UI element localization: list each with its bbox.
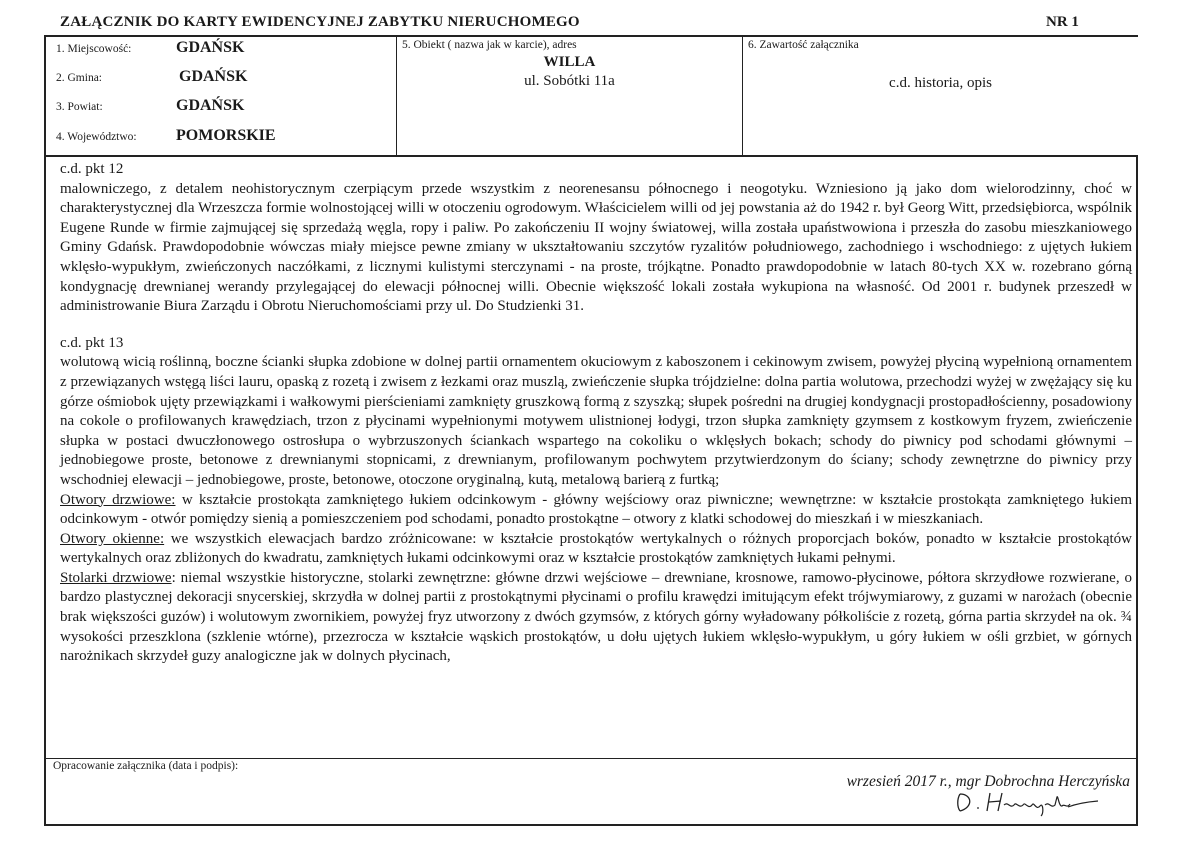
wojewodztwo-value: POMORSKIE: [176, 127, 276, 144]
gmina-label: 2. Gmina:: [56, 72, 102, 84]
stolarki-text: : niemal wszystkie historyczne, stolarki zewnętrzne: główne drzwi wejściowe – drewniane, krosnowe, ramowo-płycinowe, półtora skrzydłowe rozwierane, o bardzo plastycznej dekoracji snycerskiej, skrzydła w dolnej partii z prostokątnymi płycinami o profilu krawędzi imitującym efekt trójwymiarowy, z guzami w narożach (obecnie brak większości guzów) i wolutowym zwornikiem, powyżej fryz utworzony z dwóch gzymsów, z których górny wyładowany półkoliście z rozetą, górna partia skrzydeł na ok. ¾ wysokości przeszklona (szklenie wtórne), przezrocza w kształcie wąskich prostokątów, u dołu ujętych łukiem wklęsło-wypukłym, u góry łukiem w ośli grzbiet, w górnych narożnikach skrzydeł guzy analogiczne jak w dolnych płycinach,: [60, 569, 1133, 665]
object-name: WILLA: [543, 54, 596, 70]
document-title: ZAŁĄCZNIK DO KARTY EWIDENCYJNEJ ZABYTKU NIERUCHOMEGO: [60, 14, 580, 30]
document-number: NR 1: [1046, 14, 1079, 30]
contents-label: 6. Zawartość załącznika: [748, 39, 859, 51]
otwory-drzwiowe-label: Otwory drzwiowe:: [60, 491, 176, 508]
stolarki-paragraph: [60, 569, 1132, 667]
otwory-okienne-label: Otwory okienne:: [60, 530, 165, 547]
powiat-label: 3. Powiat:: [56, 101, 103, 113]
contents-value: c.d. historia, opis: [889, 75, 992, 91]
stolarki-label: Stolarki drzwiowe: [60, 569, 172, 586]
handwritten-signature: [910, 785, 1100, 817]
otwory-okienne-text: we wszystkich elewacjach bardzo zróżnicowane: w kształcie prostokątów wertykalnych o różnych proporcjach boków, ponadto w kształcie prostokątów wertykalnych oraz zbliżonych do kwadratu, zamkniętych łukami odcinkowymi oraz w kształcie prostokątów zamkniętych łukami pełnymi.: [60, 530, 1132, 567]
miejscowosc-value: GDAŃSK: [176, 39, 245, 56]
otwory-okienne-paragraph: [60, 530, 1132, 569]
p13-paragraph: wolutową wicią roślinną, boczne ścianki słupka zdobione w dolnej partii ornamentem okuciowym z kaboszonem i cekinowym zwisem, powyżej płyciną wypełnioną ornamentem z przewiązanych wstęgą liści lauru, opaską z rozetą i zwisem z łezkami oraz muszlą, zwieńczenie słupka trójdzielne: dolna partia wolutowa, przechodzi wyżej w zwężający się ku górze ośmiobok ujęty przewiązkami i wałkowymi pierścieniami zamknięty gruszkową formą z szyszką; słupek pośredni na drugiej kondygnacji prostopadłościenny, posadowiony na cokole o profilowanych krawędziach, trzon z płycinami wypełnionymi motywem ulistnionej łodygi, trzon słupka zamknięty gzymsem z kostkowym fryzem, zwieńczenie słupka w postaci dwuczłonowego ostrosłupa o wybrzuszonych ściankach wspartego na cokoliku o wklęsłych bokach; schody do piwnicy pod schodami głównymi – jednobiegowe proste, betonowe z drewnianymi stopnicami, z drewnianym, profilowanym pochwytem przytwierdzonym do ściany; schody zewnętrzne do piwnicy przy wschodniej elewacji – jednobiegowe, proste, betonowe, otoczone oryginalną, kutą, metalową barierą z furtką;: [60, 354, 1132, 488]
wojewodztwo-label: 4. Województwo:: [56, 131, 137, 143]
location-cell: [46, 37, 397, 155]
otwory-drzwiowe-paragraph: [60, 491, 1132, 530]
p12-heading: c.d. pkt 12: [60, 161, 124, 177]
contents-cell: [743, 37, 1138, 155]
footer-label: Opracowanie załącznika (data i podpis):: [53, 760, 239, 772]
header-table: [44, 35, 1138, 157]
powiat-value: GDAŃSK: [176, 97, 245, 114]
p13-heading: c.d. pkt 13: [60, 334, 124, 351]
footer-author: wrzesień 2017 r., mgr Dobrochna Herczyńska: [846, 773, 1130, 790]
otwory-drzwiowe-text: w kształcie prostokąta zamkniętego łukiem odcinkowym - główny wejściowy oraz piwniczne; wewnętrzne: w kształcie prostokąta zamkniętego łukiem odcinkowym - otwór pomiędzy sienią a pomieszczeniem pod schodami, ponadto prostokątne – otwory z klatki schodowej do mieszkań i w mieszkaniach.: [60, 491, 1132, 528]
gmina-value: GDAŃSK: [179, 68, 248, 85]
object-label: 5. Obiekt ( nazwa jak w karcie), adres: [402, 39, 577, 51]
object-cell: [397, 37, 743, 155]
p12-paragraph: malowniczego, z detalem neohistorycznym czerpiącym przede wszystkim z neorenesansu północnego i neogotyku. Wzniesiono ją jako dom wielorodzinny, choć w charakterystycznej dla Wrzeszcza formie wolnostojącej willi w otoczeniu ogrodowym. Właścicielem willi od jej powstania aż do 1942 r. był Georg Witt, przedsiębiorca, wspólnik Eugene Runde w firmie zajmującej się sprzedażą węgla, ropy i paliw. Po zakończeniu II wojny światowej, willa została upaństwowiona i przeszła do zasobu mieszkaniowego Gminy Gdańsk. Prawdopodobnie wówczas miały miejsce pewne zmiany w ukształtowaniu szczytów ryzalitów południowego, zachodniego i wschodniego: z ujętych łukiem wklęsło-wypukłym, zwieńczonych naczółkami, z licznymi kulistymi sterczynami - na proste, trójkątne. Ponadto prawdopodobnie w latach 80-tych XX w. rozebrano górną kondygnację drewnianej werandy przylegającej do elewacji północnej willi. Obecnie większość lokali została wykupiona na własność. Od 2001 r. budynek przeszedł w administrowanie Biura Zarządu i Obrotu Nieruchomościami przy ul. Do Studzienki 31.: [60, 180, 1132, 315]
body-text: [60, 160, 1132, 667]
miejscowosc-label: 1. Miejscowość:: [56, 43, 132, 55]
object-address: ul. Sobótki 11a: [524, 73, 615, 89]
